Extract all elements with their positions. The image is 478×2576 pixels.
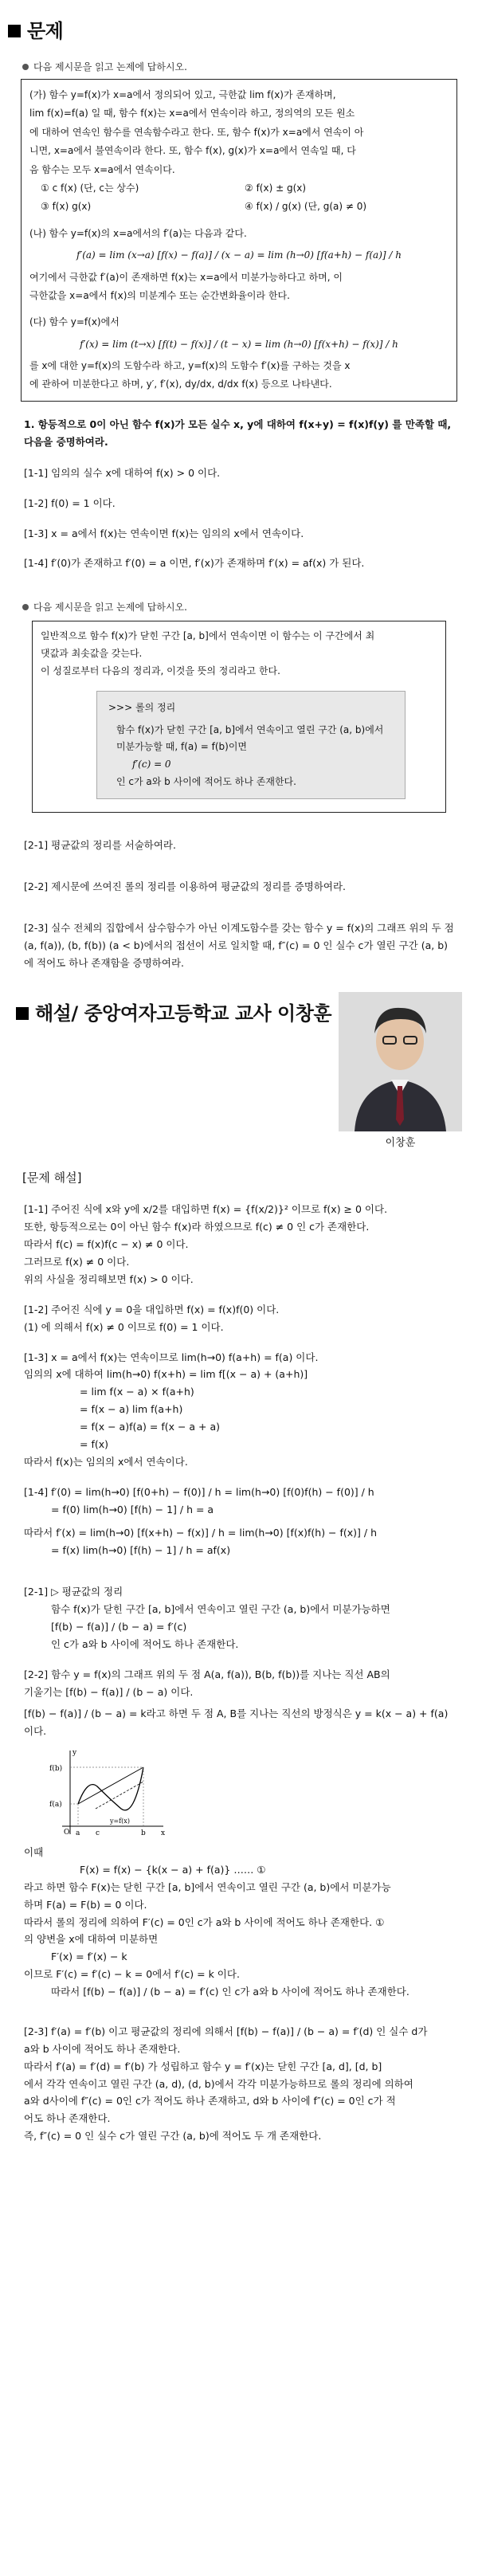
- teacher-caption: 이창훈: [385, 1137, 416, 1150]
- c-label: c: [96, 1829, 100, 1838]
- property-item: ② f(x) ± g(x): [245, 182, 307, 194]
- question-item: [2-2] 제시문에 쓰여진 롤의 정리를 이용하여 평균값의 정리를 증명하여라.: [24, 880, 347, 892]
- answer-line: 이때: [24, 1846, 44, 1859]
- answer-line: a와 b 사이에 적어도 하나 존재한다.: [24, 2042, 181, 2055]
- answer-line: 이다.: [24, 1725, 47, 1738]
- answer-line: 기울기는 [f(b) − f(a)] / (b − a) 이다.: [24, 1685, 194, 1698]
- x-axis-label: x: [161, 1829, 166, 1838]
- solution-heading: [문제 해설]: [22, 1170, 82, 1186]
- passage-ga-line-4: 니면, x=a에서 불연속이라 한다. 또, 함수 f(x), g(x)가 x=a에서 연속일 때, 다: [29, 145, 356, 157]
- answer-line: 따라서 f(c) = f(x)f(c − x) ≠ 0 이다.: [24, 1238, 189, 1251]
- answer-line: [2-3] f′(a) = f′(b) 이고 평균값의 정리에 의해서 [f(b) − f(a)] / (b − a) = f′(d) 인 실수 d가: [24, 2025, 428, 2037]
- b-label: b: [141, 1829, 146, 1838]
- answer-line: 하며 F(a) = F(b) = 0 이다.: [24, 1898, 147, 1911]
- answer-line: = f(x): [80, 1437, 108, 1450]
- answer-1-4: [24, 1484, 454, 1560]
- bullet-dot-icon: [22, 64, 29, 70]
- fa-label: f(a): [49, 1801, 62, 1809]
- answer-1-2: [24, 1301, 454, 1336]
- answer-line: 또한, 항등적으로는 0이 아닌 함수 f(x)라 하였으므로 f(c) ≠ 0 인 c가 존재한다.: [24, 1221, 370, 1233]
- secant-line-ab: [78, 1767, 143, 1804]
- derivative-function-formula: f′(x) = lim (t→x) [f(t) − f(x)] / (t − x) = lim (h→0) [f(x+h) − f(x)] / h: [80, 338, 398, 350]
- problem-section-title: 문제: [27, 20, 64, 42]
- square-bullet-icon: [8, 25, 21, 37]
- answer-line: 따라서 f′(x) = lim(h→0) [f(x+h) − f(x)] / h = lim(h→0) [f(x)f(h) − f(x)] / h: [24, 1527, 378, 1539]
- question-1-lead: 1. 항등적으로 0이 아닌 함수 f(x)가 모든 실수 x, y에 대하여 f(x+y) = f(x)f(y) 를 만족할 때, 다음을 증명하여라.: [24, 418, 452, 449]
- question-item: [1-1] 임의의 실수 x에 대하여 f(x) > 0 이다.: [24, 466, 221, 479]
- answer-section-header: [8, 992, 462, 1153]
- passage-na-line-1: (나) 함수 y=f(x)의 x=a에서의 f′(a)는 다음과 같다.: [29, 227, 247, 239]
- answer-line: 따라서 [f(b) − f(a)] / (b − a) = f′(c) 인 c가 a와 b 사이에 적어도 하나 존재한다.: [51, 1986, 409, 1998]
- answer-line: [f(b) − f(a)] / (b − a) = f′(c): [51, 1620, 187, 1633]
- answer-line: [1-2] 주어진 식에 y = 0을 대입하면 f(x) = f(x)f(0) 이다.: [24, 1303, 280, 1315]
- answer-line: = f(x) lim(h→0) [f(h) − 1] / h = af(x): [51, 1544, 231, 1557]
- rolle-line: 함수 f(x)가 닫힌 구간 [a, b]에서 연속이고 열린 구간 (a, b)에서: [116, 723, 384, 735]
- answer-line: 인 c가 a와 b 사이에 적어도 하나 존재한다.: [51, 1637, 239, 1650]
- passage-2-line: 일반적으로 함수 f(x)가 닫힌 구간 [a, b]에서 연속이면 이 함수는 이 구간에서 최: [41, 630, 375, 642]
- answer-2-2: [24, 1666, 454, 2001]
- question-2: [24, 837, 454, 971]
- answer-1-1: [24, 1201, 454, 1288]
- answer-line: (1) 에 의해서 f(x) ≠ 0 이므로 f(0) = 1 이다.: [24, 1320, 224, 1333]
- question-item: [1-2] f(0) = 1 이다.: [24, 496, 116, 509]
- function-curve: [78, 1767, 143, 1810]
- property-item: ③ f(x) g(x): [41, 201, 92, 213]
- answer-line: 그러므로 f(x) ≠ 0 이다.: [24, 1256, 130, 1268]
- curve-label: y=f(x): [110, 1817, 130, 1825]
- fb-label: f(b): [49, 1765, 63, 1774]
- teacher-photo-block: [339, 992, 462, 1153]
- bullet-dot-icon: [22, 604, 29, 610]
- passage-da-line-2: 를 x에 대한 y=f(x)의 도함수라 하고, y=f(x)의 도함수 f′(x)를 구하는 것을 x: [29, 360, 351, 372]
- question-item: [2-1] 평균값의 정리를 서술하여라.: [24, 839, 176, 852]
- answer-line: 이므로 F′(c) = f′(c) − k = 0에서 f′(c) = k 이다.: [24, 1968, 240, 1981]
- passage-2-line: 이 성질로부터 다음의 정리과, 이것을 뜻의 정리라고 한다.: [41, 665, 280, 676]
- problem-section-header: [8, 14, 478, 48]
- answer-line: [1-1] 주어진 식에 x와 y에 x/2를 대입하면 f(x) = {f(x/2)}² 이므로 f(x) ≥ 0 이다.: [24, 1203, 388, 1216]
- rolle-line: 인 c가 a와 b 사이에 적어도 하나 존재한다.: [116, 775, 296, 787]
- answer-line: a와 d사이에 f″(c) = 0인 c가 적어도 하나 존재하고, d와 b 사이에 f″(c) = 0인 c가 적: [24, 2095, 396, 2107]
- reading-passage-box-2: [32, 621, 446, 813]
- rolle-line: 미분가능할 때, f(a) = f(b)이면: [116, 741, 248, 753]
- square-bullet-icon: [16, 1007, 29, 1020]
- answer-line: [f(b) − f(a)] / (b − a) = k라고 하면 두 점 A, B를 지나는 직선의 방정식은 y = k(x − a) + f(a): [24, 1708, 449, 1720]
- answer-line: 임의의 x에 대하여 lim(h→0) f(x+h) = lim f[(x − a) + (a+h)]: [24, 1368, 308, 1381]
- answer-line: [2-2] 함수 y = f(x)의 그래프 위의 두 점 A(a, f(a)), B(b, f(b))를 지나는 직선 AB의: [24, 1668, 390, 1680]
- rolle-line: f′(c) = 0: [132, 758, 171, 770]
- answer-2-3: [24, 2023, 454, 2145]
- answer-line: 함수 f(x)가 닫힌 구간 [a, b]에서 연속이고 열린 구간 (a, b)에서 미분가능하면: [51, 1603, 390, 1616]
- question-item: [2-3] 실수 전체의 집합에서 삼수함수가 아닌 이계도함수를 갖는 함수 y = f(x)의 그래프 위의 두 점 (a, f(a)), (b, f(b)) (a < b)에서의 접선이 서로 일치할 때, f″(c) = 0 인 실수 c가 열린 구간 (a, b)에 적어도 하나 존재함을 증명하여라.: [24, 921, 454, 969]
- passage-ga-line-3: 에 대하여 연속인 함수를 연속함수라고 한다. 또, 함수 f(x)가 x=a에서 연속이 아: [29, 126, 364, 138]
- property-item: ④ f(x) / g(x) (단, g(a) ≠ 0): [245, 201, 367, 213]
- answer-line: F′(x) = f′(x) − k: [51, 1951, 127, 1963]
- question-1: [24, 416, 454, 573]
- passage-da-line-3: 에 관하여 미분한다고 하며, y′, f′(x), dy/dx, d/dx f(x) 등으로 나타낸다.: [29, 378, 332, 390]
- continuity-property-list: [29, 179, 449, 217]
- answer-line: = f(x − a) lim f(a+h): [80, 1403, 183, 1416]
- reading-passage-box-1: [21, 79, 457, 402]
- teacher-portrait-icon: [339, 992, 462, 1131]
- mean-value-graph: [48, 1747, 454, 1844]
- a-label: a: [76, 1829, 80, 1838]
- answer-line: [1-4] f′(0) = lim(h→0) [f(0+h) − f(0)] / h = lim(h→0) [f(0)f(h) − f(0)] / h: [24, 1485, 374, 1498]
- answer-line: 의 양변을 x에 대하여 미분하면: [24, 1933, 159, 1946]
- instruction-note-1: 다음 제시문을 읽고 논제에 답하시오.: [22, 59, 478, 76]
- property-item: ① c f(x) (단, c는 상수): [41, 182, 139, 194]
- passage-ga-line-2: lim f(x)=f(a) 일 때, 함수 f(x)는 x=a에서 연속이라 하고, 정의역의 모든 원소: [29, 108, 355, 120]
- teacher-photo: [339, 992, 462, 1131]
- y-axis-label: y: [72, 1749, 77, 1758]
- passage-ga-line-1: (가) 함수 y=f(x)가 x=a에서 정의되어 있고, 극한값 lim f(x)가 존재하며,: [29, 89, 336, 100]
- passage-na-line-3: 극한값을 x=a에서 f(x)의 미분계수 또는 순간변화율이라 한다.: [29, 289, 290, 301]
- passage-ga-line-5: 음 함수는 모두 x=a에서 연속이다.: [29, 163, 175, 175]
- answer-1-3: [24, 1349, 454, 1471]
- answer-line: 어도 하나 존재한다.: [24, 2112, 111, 2125]
- mean-value-graph-svg: [48, 1747, 167, 1838]
- answer-line: [2-1] ▷ 평균값의 정리: [24, 1586, 123, 1598]
- solution-body: [24, 1201, 454, 2145]
- answer-2-1: [24, 1583, 454, 1653]
- answer-line: [1-3] x = a에서 f(x)는 연속이므로 lim(h→0) f(a+h) = f(a) 이다.: [24, 1351, 319, 1363]
- answer-line: = f(x − a)f(a) = f(x − a + a): [80, 1421, 221, 1433]
- question-item: [1-4] f′(0)가 존재하고 f′(0) = a 이면, f′(x)가 존재하며 f′(x) = af(x) 가 된다.: [24, 557, 365, 570]
- answer-section-title: 해설/ 중앙여자고등학교 교사 이창훈: [35, 1002, 332, 1025]
- answer-line: 따라서 f(x)는 임의의 x에서 연속이다.: [24, 1455, 188, 1468]
- origin-label: O: [64, 1829, 70, 1837]
- question-item: [1-3] x = a에서 f(x)는 연속이면 f(x)는 임의의 x에서 연속이다.: [24, 527, 304, 539]
- answer-line: = f(0) lim(h→0) [f(h) − 1] / h = a: [51, 1503, 214, 1515]
- derivative-definition-formula: f′(a) = lim (x→a) [f(x) − f(a)] / (x − a) = lim (h→0) [f(a+h) − f(a)] / h: [76, 249, 402, 261]
- instruction-note-2: 다음 제시문을 읽고 논제에 답하시오.: [22, 599, 478, 616]
- passage-na-line-2: 여기에서 극한값 f′(a)이 존재하면 f(x)는 x=a에서 미분가능하다고 하며, 이: [29, 271, 343, 283]
- answer-line: F(x) = f(x) − {k(x − a) + f(a)} …… ①: [80, 1863, 266, 1876]
- answer-line: 따라서 f′(a) = f′(d) = f′(b) 가 성립하고 함수 y = f′(x)는 닫힌 구간 [a, d], [d, b]: [24, 2060, 382, 2072]
- answer-line: 라고 하면 함수 F(x)는 닫힌 구간 [a, b]에서 연속이고 열린 구간 (a, b)에서 미분가능: [24, 1880, 391, 1893]
- answer-line: 따라서 롤의 정리에 의하여 F′(c) = 0인 c가 a와 b 사이에 적어도 하나 존재한다. ①: [24, 1915, 385, 1928]
- passage-da-line-1: (다) 함수 y=f(x)에서: [29, 316, 120, 328]
- passage-2-line: 댓값과 최솟값을 갖는다.: [41, 647, 143, 659]
- rolle-theorem-title: >>> 롤의 정리: [108, 702, 176, 714]
- answer-line: = lim f(x − a) × f(a+h): [80, 1386, 194, 1398]
- answer-line: 에서 각각 연속이고 열린 구간 (a, d), (d, b)에서 각각 미분가능하므로 롤의 정리에 의하여: [24, 2077, 413, 2090]
- answer-line: 즉, f″(c) = 0 인 실수 c가 열린 구간 (a, b)에 적어도 두 개 존재한다.: [24, 2130, 322, 2143]
- answer-title-row: [16, 997, 331, 1030]
- answer-line: 위의 사실을 정리해보면 f(x) > 0 이다.: [24, 1272, 194, 1285]
- rolle-theorem-box: [96, 691, 406, 799]
